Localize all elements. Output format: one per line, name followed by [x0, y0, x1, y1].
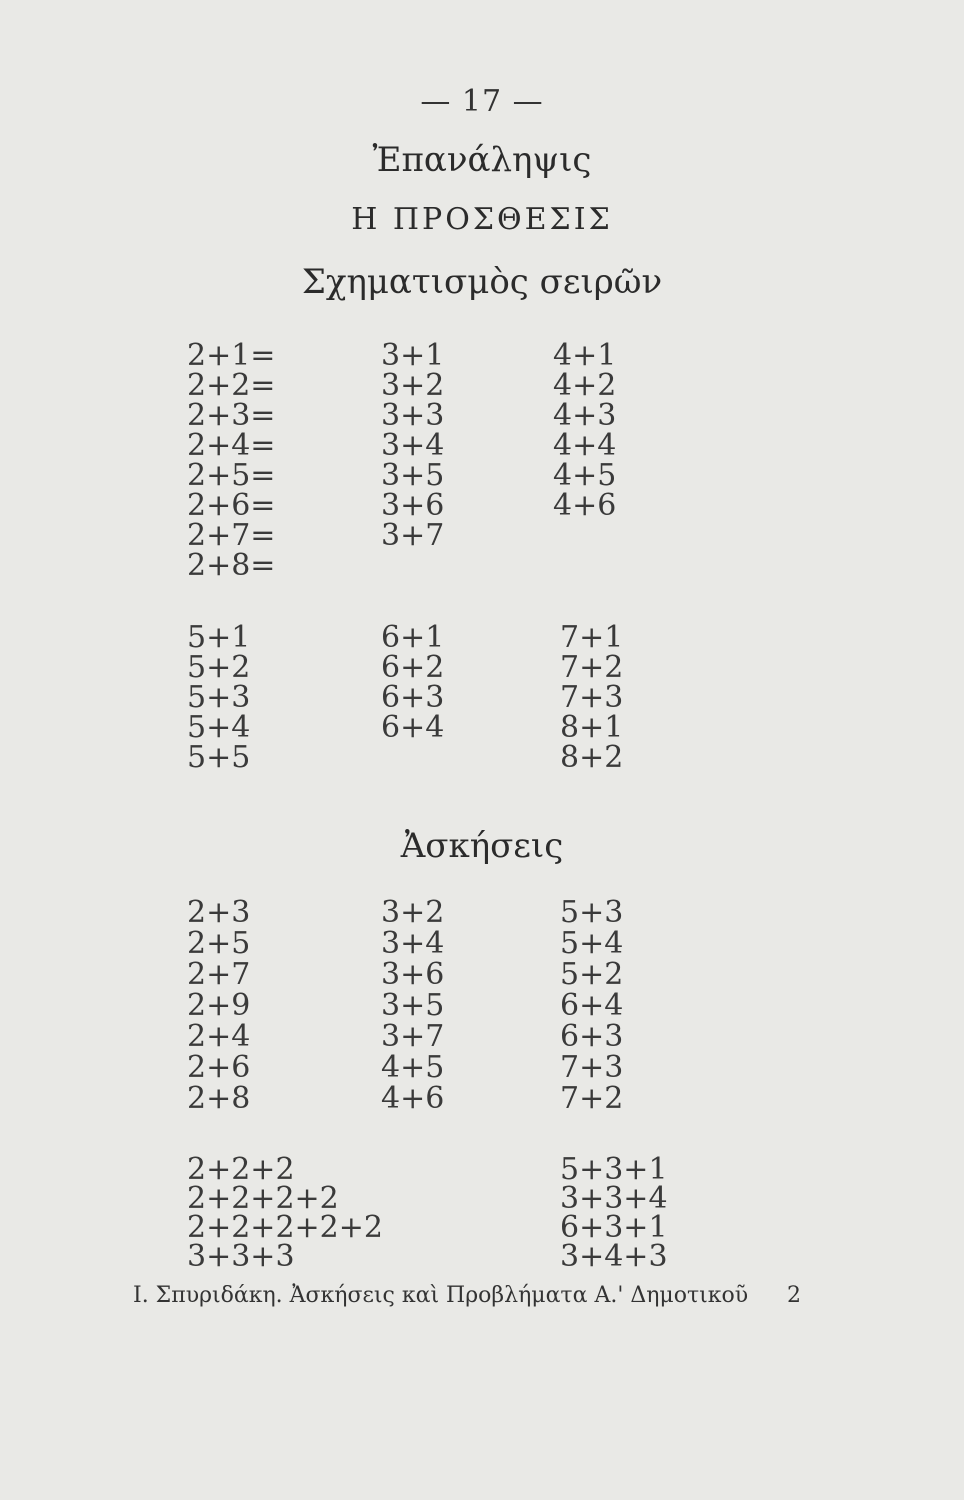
expression: 6+3 — [560, 1019, 624, 1054]
expression: 2+3 — [187, 895, 251, 930]
expression: 3+4 — [381, 428, 445, 463]
expression: 5+4 — [560, 926, 624, 961]
expression: 2+6= — [187, 488, 276, 523]
signature-mark: 2 — [787, 1283, 801, 1308]
expression: 6+2 — [381, 650, 445, 685]
expression: 2+7 — [187, 957, 251, 992]
expression: 3+4 — [381, 926, 445, 961]
expression: 7+2 — [560, 1081, 624, 1116]
series-block-1-col-2 — [381, 338, 445, 553]
expression: 8+2 — [560, 740, 624, 775]
expression: 4+6 — [553, 488, 617, 523]
expression: 4+2 — [553, 368, 617, 403]
exercises-block-1-col-3 — [560, 895, 624, 1116]
expression: 5+3+1 — [560, 1152, 668, 1187]
expression: 7+3 — [560, 680, 624, 715]
expression: 3+2 — [381, 368, 445, 403]
review-heading: Ἐπανάληψις — [372, 140, 592, 180]
expression: 3+7 — [381, 518, 445, 553]
expression: 5+5 — [187, 740, 251, 775]
expression: 4+3 — [553, 398, 617, 433]
expression: 6+4 — [560, 988, 624, 1023]
exercises-heading: Ἀσκήσεις — [400, 826, 564, 866]
expression: 3+3 — [381, 398, 445, 433]
expression: 2+2+2 — [187, 1152, 295, 1187]
expression: 5+1 — [187, 620, 251, 655]
expression: 5+3 — [187, 680, 251, 715]
series-block-1-col-1 — [187, 338, 276, 583]
expression: 2+5= — [187, 458, 276, 493]
expression: 2+2= — [187, 368, 276, 403]
expression: 2+8 — [187, 1081, 251, 1116]
expression: 2+2+2+2+2 — [187, 1210, 383, 1245]
exercises-block-1-col-1 — [187, 895, 251, 1116]
expression: 4+5 — [381, 1050, 445, 1085]
expression: 4+1 — [553, 338, 617, 373]
footer-imprint: Ι. Σπυριδάκη. Ἀσκήσεις καὶ Προβλήματα Α.' Δημοτικοῦ — [133, 1283, 749, 1308]
page-number: — 17 — — [420, 84, 544, 119]
expression: 3+2 — [381, 895, 445, 930]
expression: 5+3 — [560, 895, 624, 930]
series-block-2-col-1 — [187, 620, 251, 775]
expression: 7+1 — [560, 620, 624, 655]
expression: 6+4 — [381, 710, 445, 745]
series-block-2-col-3 — [560, 620, 624, 775]
expression: 2+7= — [187, 518, 276, 553]
expression: 2+6 — [187, 1050, 251, 1085]
expression: 2+5 — [187, 926, 251, 961]
expression: 2+9 — [187, 988, 251, 1023]
expression: 6+3 — [381, 680, 445, 715]
expression: 7+2 — [560, 650, 624, 685]
expression: 4+4 — [553, 428, 617, 463]
expression: 3+3+3 — [187, 1239, 295, 1274]
expression: 8+1 — [560, 710, 624, 745]
expression: 5+4 — [187, 710, 251, 745]
expression: 6+3+1 — [560, 1210, 668, 1245]
series-block-1-col-3 — [553, 338, 617, 523]
expression: 3+6 — [381, 488, 445, 523]
exercises-block-2-col-3 — [560, 1152, 668, 1274]
series-heading: Σχηματισμὸς σειρῶν — [301, 262, 663, 302]
expression: 3+4+3 — [560, 1239, 668, 1274]
expression: 3+3+4 — [560, 1181, 668, 1216]
expression: 7+3 — [560, 1050, 624, 1085]
expression: 3+6 — [381, 957, 445, 992]
expression: 2+4= — [187, 428, 276, 463]
expression: 2+4 — [187, 1019, 251, 1054]
expression: 5+2 — [560, 957, 624, 992]
exercises-block-2-col-1 — [187, 1152, 383, 1274]
expression: 2+8= — [187, 548, 276, 583]
expression: 4+6 — [381, 1081, 445, 1116]
expression: 5+2 — [187, 650, 251, 685]
expression: 6+1 — [381, 620, 445, 655]
expression: 2+3= — [187, 398, 276, 433]
expression: 2+1= — [187, 338, 276, 373]
exercises-block-1-col-2 — [381, 895, 445, 1116]
expression: 3+5 — [381, 458, 445, 493]
expression: 4+5 — [553, 458, 617, 493]
expression: 3+7 — [381, 1019, 445, 1054]
page-title: Η ΠΡΟΣΘΕΣΙΣ — [351, 202, 613, 237]
expression: 2+2+2+2 — [187, 1181, 339, 1216]
series-block-2-col-2 — [381, 620, 445, 745]
expression: 3+5 — [381, 988, 445, 1023]
expression: 3+1 — [381, 338, 445, 373]
